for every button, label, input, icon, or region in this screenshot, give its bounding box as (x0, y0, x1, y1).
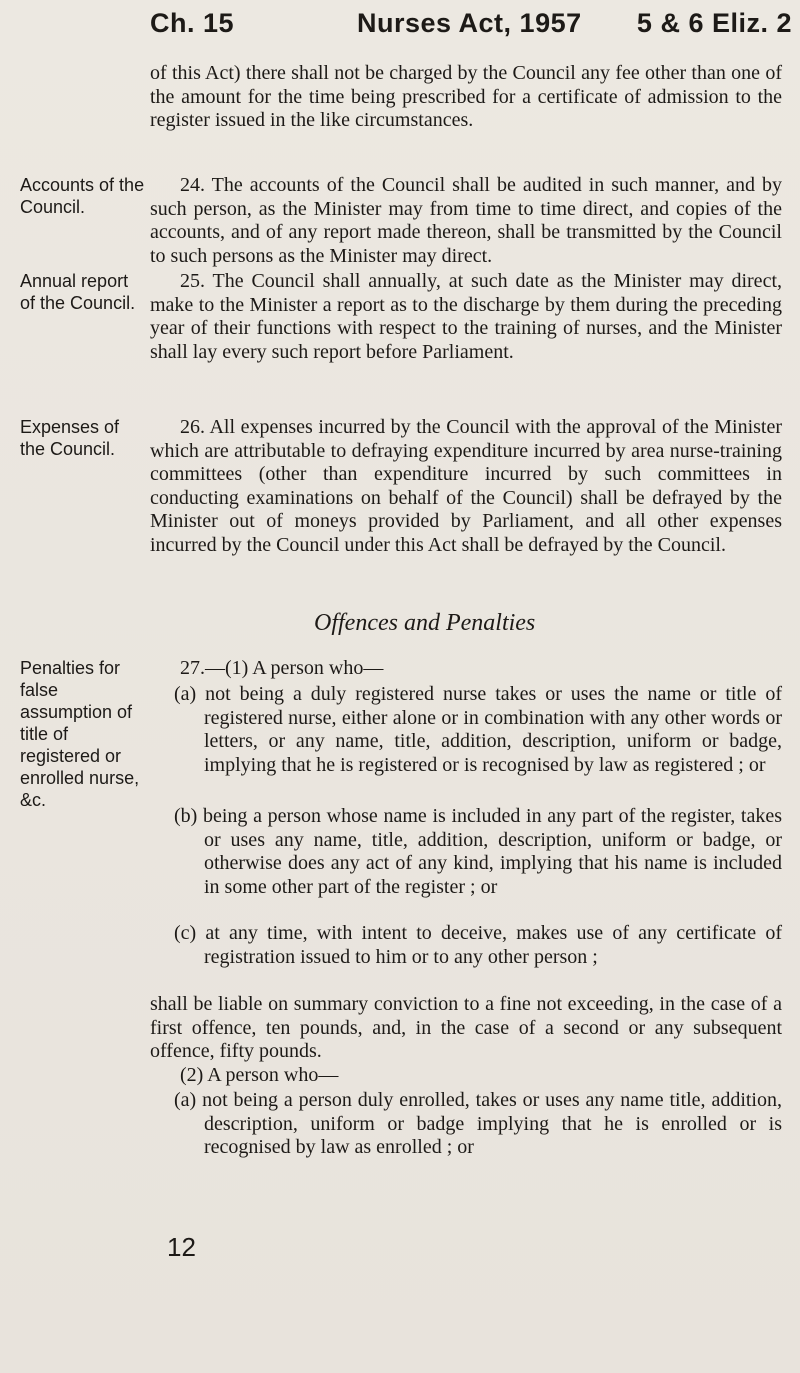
body-text (150, 62, 782, 133)
section-27-penalty: shall be liable on summary conviction to a fine not exceeding, in the case of a first offence, ten pounds, and, in the case of a second or any subsequent offence, fifty pounds. (150, 993, 782, 1063)
section-25-paragraph: 25. The Council shall annually, at such date as the Minister may direct, make to the Minister a report as to the discharge by them during the preceding year of their functions with respect to the training of nurses, and the Minister shall lay every such report before Parliament. (150, 270, 782, 363)
section-27-2-a-block (150, 1089, 782, 1160)
section-27-b: (b) being a person whose name is included in any part of the register, takes or uses any name, title, addition, description, uniform or badge, or otherwise does any act of any kind, implying that his name is included in some other part of the register ; or (174, 805, 782, 898)
section-27-c-block (150, 922, 782, 969)
section-27-2-intro-block (150, 1064, 782, 1088)
section-27-b-block (150, 805, 782, 899)
section-26-paragraph: 26. All expenses incurred by the Council with the approval of the Minister which are attributable to defraying expenditure incurred by area nurse-training committees (other than expenditure incurred by such committees in conducting examinations on behalf of the Council) shall be defrayed by the Minister out of moneys provided by Parliament, and all other expenses incurred by the Council under this Act shall be defrayed by the Council. (150, 416, 782, 556)
section-27-a: (a) not being a duly registered nurse takes or uses the name or title of registered nurse, either alone or in combination with any other words or letters, or any name, title, addition, description, uniform or badge, implying that he is registered or is recognised by law as registered ; or (174, 683, 782, 776)
section-27-2-a: (a) not being a person duly enrolled, takes or uses any name title, addition, description, uniform or badge implying that he is enrolled or is recognised by law as enrolled ; or (174, 1089, 782, 1159)
section-27-2-intro: (2) A person who— (180, 1064, 339, 1086)
continuation-paragraph: of this Act) there shall not be charged by the Council any fee other than one of the amount for the time being prescribed for a certificate of admission to the register issued in the like circumstances. (150, 62, 782, 132)
section-24 (150, 174, 782, 268)
regnal-year: 5 & 6 Eliz. 2 (636, 8, 792, 38)
section-27-intro: 27.—(1) A person who— (180, 657, 384, 679)
section-25 (150, 270, 782, 364)
chapter-label: Ch. 15 (150, 8, 235, 38)
margin-note-annual-report: Annual report of the Council. (20, 271, 136, 313)
page-header (150, 8, 792, 50)
section-27-intro-block (150, 657, 782, 681)
act-title: Nurses Act, 1957 (357, 8, 582, 38)
section-26 (150, 416, 782, 558)
section-27-a-block (150, 683, 782, 777)
section-27-penalty-block (150, 993, 782, 1064)
section-27-c: (c) at any time, with intent to deceive, makes use of any certificate of registration issued to him or to any other person ; (174, 922, 782, 968)
page-number: 12 (167, 1232, 196, 1262)
margin-note-expenses: Expenses of the Council. (20, 417, 120, 459)
margin-note-penalties: Penalties for false assumption of title of registered or enrolled nurse, &c. (20, 658, 140, 810)
section-24-paragraph: 24. The accounts of the Council shall be audited in such manner, and by such person, as the Minister may from time to time direct, and copies of the accounts, and of any report made thereon, shall be transmitted by the Council to such persons as the Minister may direct. (150, 174, 782, 267)
offences-heading: Offences and Penalties (314, 610, 536, 636)
margin-note-accounts: Accounts of the Council. (20, 175, 145, 217)
